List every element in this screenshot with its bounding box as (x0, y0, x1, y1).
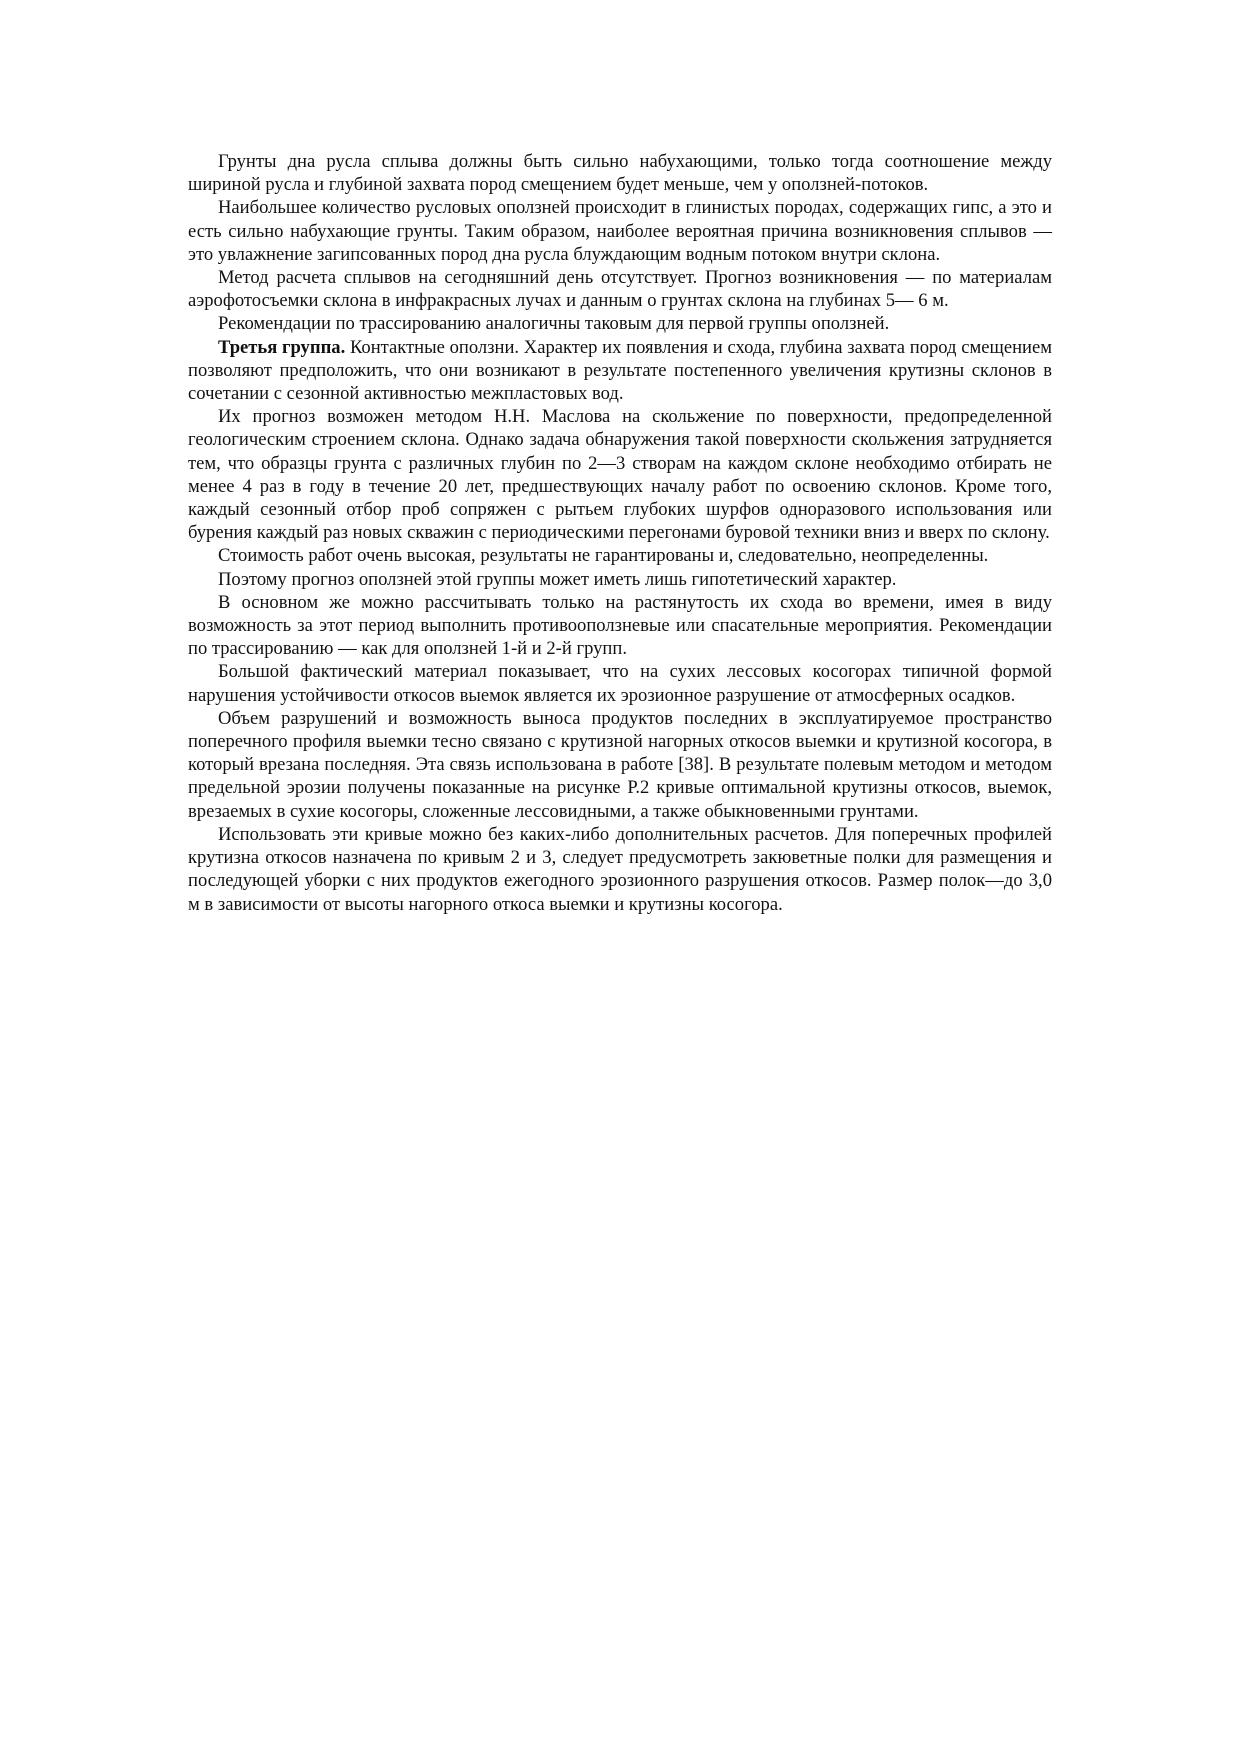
paragraph-text: Объем разрушений и возможность выноса продуктов последних в эксплуатируемое пространство поперечного профиля выемки тесно связано с крутизной нагорных откосов выемки и крутизной косогора, в который врезана последняя. Эта связь использована в работе [38]. В результате полевым методом и методом предельной эрозии получены показанные на рисунке Р.2 кривые оптимальной крутизны откосов, выемок, врезаемых в сухие косогоры, сложенные лессовидными, а также обыкновенными грунтами. (188, 707, 1052, 822)
paragraph-10 (188, 660, 1052, 706)
paragraph-text: Их прогноз возможен методом Н.Н. Маслова на скольжение по поверхности, предопределенной геологическим строением склона. Однако задача обнаружения такой поверхности скольжения затрудняется тем, что образцы грунта с различных глубин по 2—3 створам на каждом склоне необходимо отбирать не менее 4 раз в году в течение 20 лет, предшествующих началу работ по освоению склонов. Кроме того, каждый сезонный отбор проб сопряжен с рытьем глубоких шурфов одноразового использования или бурения каждый раз новых скважин с периодическими перегонами буровой техники вниз и вверх по склону. (188, 406, 1052, 544)
paragraph-3 (188, 266, 1052, 312)
paragraph-lead-heading: Третья группа. (218, 336, 346, 358)
paragraph-9 (188, 591, 1052, 661)
paragraph-2 (188, 196, 1052, 266)
paragraph-6 (188, 405, 1052, 544)
paragraph-4 (188, 312, 1052, 335)
paragraph-11 (188, 707, 1052, 823)
paragraph-12 (188, 823, 1052, 916)
paragraph-text: Контактные оползни. Характер их появления и схода, глубина захвата пород смещением позволяют предположить, что они возникают в результате постепенного увеличения крутизны склонов в сочетании с сезонной активностью межпластовых вод. (188, 336, 1052, 405)
paragraph-text: Поэтому прогноз оползней этой группы может иметь лишь гипотетический характер. (218, 568, 897, 590)
paragraph-5 (188, 336, 1052, 406)
paragraph-text: Большой фактический материал показывает, что на сухих лессовых косогорах типичной формой нарушения устойчивости откосов выемок является их эрозионное разрушение от атмосферных осадков. (188, 661, 1052, 706)
paragraph-8 (188, 568, 1052, 591)
paragraph-1 (188, 150, 1052, 196)
paragraph-text: Наибольшее количество русловых оползней происходит в глинистых породах, содержащих гипс, а это и есть сильно набухающие грунты. Таким образом, наиболее вероятная причина возникновения сплывов — это увлажнение загипсованных пород дна русла блуждающим водным потоком внутри склона. (188, 197, 1052, 265)
paragraph-text: Рекомендации по трассированию аналогичны таковым для первой группы оползней. (218, 313, 890, 335)
paragraph-text: Метод расчета сплывов на сегодняшний день отсутствует. Прогноз возникновения — по материалам аэрофотосъемки склона в инфракрасных лучах и данным о грунтах склона на глубинах 5— 6 м. (188, 267, 1052, 312)
paragraph-text: Стоимость работ очень высокая, результаты не гарантированы и, следовательно, неопределенны. (218, 545, 989, 567)
paragraph-7 (188, 544, 1052, 567)
paragraph-text: Использовать эти кривые можно без каких-либо дополнительных расчетов. Для поперечных профилей крутизна откосов назначена по кривым 2 и 3, следует предусмотреть закюветные полки для размещения и последующей уборки с них продуктов ежегодного эрозионного разрушения откосов. Размер полок—до 3,0 м в зависимости от высоты нагорного откоса выемки и крутизны косогора. (188, 823, 1052, 915)
paragraph-text: Грунты дна русла сплыва должны быть сильно набухающими, только тогда соотношение между шириной русла и глубиной захвата пород смещением будет меньше, чем у оползней-потоков. (188, 151, 1052, 196)
document-body (188, 150, 1052, 916)
paragraph-text: В основном же можно рассчитывать только на растянутость их схода во времени, имея в виду возможность за этот период выполнить противооползневые или спасательные мероприятия. Рекомендации по трассированию — как для оползней 1-й и 2-й групп. (188, 591, 1052, 660)
